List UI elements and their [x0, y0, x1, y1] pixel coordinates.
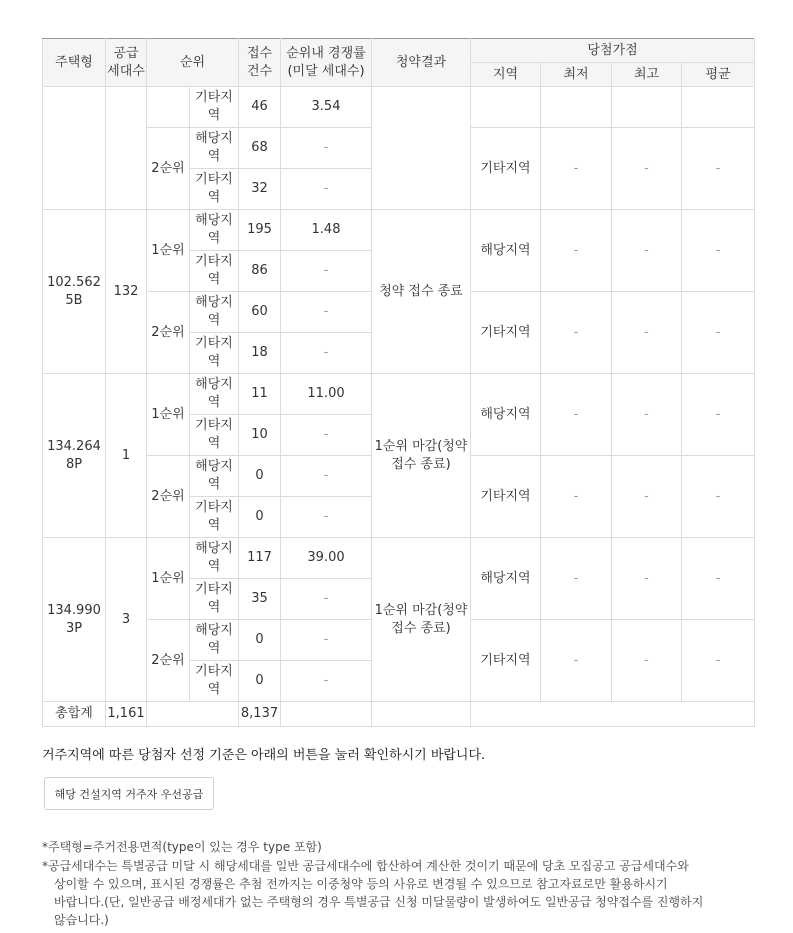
- header-competition: 순위내 경쟁률 (미달 세대수): [281, 39, 372, 87]
- area-cell: 기타지역: [190, 415, 239, 456]
- score-min: -: [541, 538, 612, 620]
- area-cell: 기타지역: [190, 579, 239, 620]
- score-region: 기타지역: [471, 456, 541, 538]
- score-max: -: [612, 292, 682, 374]
- score-region-empty: [471, 87, 541, 128]
- competition-cell: -: [281, 292, 372, 333]
- result-cell: 청약 접수 종료: [372, 210, 471, 374]
- supply-cell: 1: [106, 374, 147, 538]
- header-avg: 평균: [682, 63, 755, 87]
- total-row: [43, 702, 755, 727]
- count-cell: 0: [239, 456, 281, 497]
- competition-cell: 39.00: [281, 538, 372, 579]
- header-min: 최저: [541, 63, 612, 87]
- score-min: -: [541, 292, 612, 374]
- footnote-type: *주택형=주거전용면적(type이 있는 경우 type 포함): [42, 840, 322, 854]
- footnote-line: *공급세대수는 특별공급 미달 시 해당세대를 일반 공급세대수에 합산하여 계산한 것이기 때문에 당초 모집공고 공급세대수와: [42, 859, 689, 873]
- header-received: 접수 건수: [239, 39, 281, 87]
- rank-cell: 1순위: [147, 374, 190, 456]
- score-max: -: [612, 210, 682, 292]
- area-cell: 해당지역: [190, 374, 239, 415]
- competition-cell: -: [281, 415, 372, 456]
- area-cell: 기타지역: [190, 251, 239, 292]
- header-max: 최고: [612, 63, 682, 87]
- score-max: -: [612, 620, 682, 702]
- supply-cell-empty: [106, 87, 147, 210]
- competition-table: [42, 38, 755, 727]
- score-min: -: [541, 456, 612, 538]
- score-min: -: [541, 128, 612, 210]
- score-avg: -: [682, 210, 755, 292]
- rank-cell-empty: [147, 87, 190, 128]
- rank-cell: 1순위: [147, 538, 190, 620]
- score-max-empty: [612, 87, 682, 128]
- supply-cell: 3: [106, 538, 147, 702]
- area-cell: 해당지역: [190, 128, 239, 169]
- total-rank-empty: [147, 702, 239, 727]
- result-cell: 1순위 마감(청약 접수 종료): [372, 374, 471, 538]
- footnote-line: 바랍니다.(단, 일반공급 배정세대가 없는 주택형의 경우 특별공급 신청 미달물량이 발생하여도 일반공급 청약접수를 진행하지: [54, 895, 704, 909]
- count-cell: 32: [239, 169, 281, 210]
- score-min-empty: [541, 87, 612, 128]
- score-region: 기타지역: [471, 292, 541, 374]
- area-cell: 해당지역: [190, 538, 239, 579]
- supply-cell: 132: [106, 210, 147, 374]
- competition-cell: -: [281, 620, 372, 661]
- count-cell: 195: [239, 210, 281, 251]
- score-avg: -: [682, 538, 755, 620]
- count-cell: 0: [239, 661, 281, 702]
- footnote-line: 않습니다.): [54, 913, 109, 927]
- area-cell: 기타지역: [190, 87, 239, 128]
- count-cell: 18: [239, 333, 281, 374]
- total-competition-empty: [281, 702, 372, 727]
- score-max: -: [612, 538, 682, 620]
- score-avg: -: [682, 292, 755, 374]
- count-cell: 68: [239, 128, 281, 169]
- count-cell: 35: [239, 579, 281, 620]
- footnote-line: 상이할 수 있으며, 표시된 경쟁률은 추첨 전까지는 이중청약 등의 사유로 변경될 수 있으므로 참고자료로만 활용하시기: [54, 877, 668, 891]
- competition-cell: 11.00: [281, 374, 372, 415]
- rank-cell: 2순위: [147, 620, 190, 702]
- area-cell: 해당지역: [190, 620, 239, 661]
- count-cell: 11: [239, 374, 281, 415]
- score-region: 해당지역: [471, 538, 541, 620]
- type-cell: 134.9903P: [43, 538, 106, 702]
- score-avg: -: [682, 456, 755, 538]
- table-row: [43, 210, 755, 251]
- competition-cell: -: [281, 333, 372, 374]
- area-cell: 해당지역: [190, 292, 239, 333]
- area-cell: 기타지역: [190, 661, 239, 702]
- header-result: 청약결과: [372, 39, 471, 87]
- competition-cell: 1.48: [281, 210, 372, 251]
- count-cell: 46: [239, 87, 281, 128]
- header-supply: 공급 세대수: [106, 39, 147, 87]
- score-avg: -: [682, 128, 755, 210]
- result-cell-empty: [372, 87, 471, 210]
- score-max: -: [612, 374, 682, 456]
- header-row: [43, 39, 755, 63]
- score-min: -: [541, 374, 612, 456]
- footnote-supply: [42, 857, 742, 929]
- header-rank: 순위: [147, 39, 239, 87]
- table-row: [43, 538, 755, 579]
- score-region: 기타지역: [471, 620, 541, 702]
- area-cell: 해당지역: [190, 456, 239, 497]
- competition-cell: -: [281, 661, 372, 702]
- area-cell: 해당지역: [190, 210, 239, 251]
- competition-cell: -: [281, 169, 372, 210]
- competition-cell: -: [281, 251, 372, 292]
- type-cell-empty: [43, 87, 106, 210]
- rank-cell: 1순위: [147, 210, 190, 292]
- local-resident-priority-button[interactable]: 해당 건설지역 거주자 우선공급: [44, 777, 214, 810]
- type-cell: 102.5625B: [43, 210, 106, 374]
- total-count: 8,137: [239, 702, 281, 727]
- competition-cell: -: [281, 456, 372, 497]
- score-avg: -: [682, 374, 755, 456]
- header-score: 당첨가점: [471, 39, 755, 63]
- rank-cell: 2순위: [147, 456, 190, 538]
- total-result-empty: [372, 702, 471, 727]
- table-row: [43, 374, 755, 415]
- competition-cell: 3.54: [281, 87, 372, 128]
- competition-cell: -: [281, 497, 372, 538]
- rank-cell: 2순위: [147, 128, 190, 210]
- score-max: -: [612, 128, 682, 210]
- count-cell: 0: [239, 620, 281, 661]
- rank-cell: 2순위: [147, 292, 190, 374]
- score-min: -: [541, 210, 612, 292]
- area-cell: 기타지역: [190, 333, 239, 374]
- score-avg-empty: [682, 87, 755, 128]
- score-avg: -: [682, 620, 755, 702]
- score-min: -: [541, 620, 612, 702]
- count-cell: 60: [239, 292, 281, 333]
- count-cell: 10: [239, 415, 281, 456]
- score-region: 기타지역: [471, 128, 541, 210]
- header-type: 주택형: [43, 39, 106, 87]
- selection-criteria-notice: 거주지역에 따른 당첨자 선정 기준은 아래의 버튼을 눌러 확인하시기 바랍니다.: [42, 748, 486, 763]
- area-cell: 기타지역: [190, 497, 239, 538]
- table-row: [43, 87, 755, 128]
- total-supply: 1,161: [106, 702, 147, 727]
- result-cell: 1순위 마감(청약 접수 종료): [372, 538, 471, 702]
- competition-cell: -: [281, 579, 372, 620]
- area-cell: 기타지역: [190, 169, 239, 210]
- competition-cell: -: [281, 128, 372, 169]
- count-cell: 0: [239, 497, 281, 538]
- total-score-empty: [471, 702, 755, 727]
- total-label: 총합계: [43, 702, 106, 727]
- count-cell: 117: [239, 538, 281, 579]
- score-region: 해당지역: [471, 210, 541, 292]
- header-region: 지역: [471, 63, 541, 87]
- type-cell: 134.2648P: [43, 374, 106, 538]
- score-region: 해당지역: [471, 374, 541, 456]
- count-cell: 86: [239, 251, 281, 292]
- score-max: -: [612, 456, 682, 538]
